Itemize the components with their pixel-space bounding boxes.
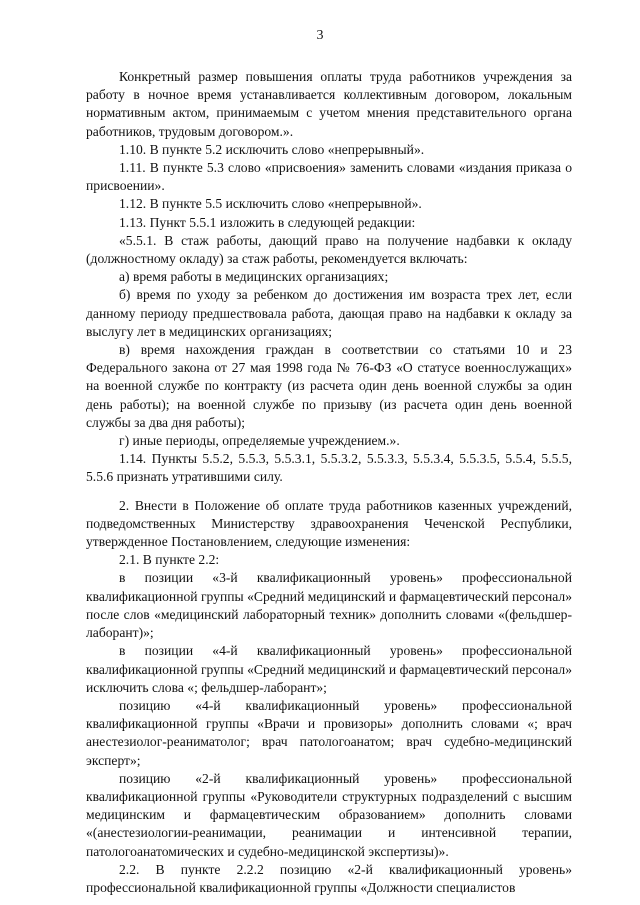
paragraph-5-5-1: «5.5.1. В стаж работы, дающий право на получение надбавки к окладу (должностному окладу) за стаж работы, рекомендуется включать: [86,232,572,267]
paragraph-1-13: 1.13. Пункт 5.5.1 изложить в следующей редакции: [119,214,416,230]
paragraph-2-2: 2.2. В пункте 2.2.2 позицию «2-й квалификационный уровень» профессиональной квалификационной группы «Должности специалистов [86,861,572,895]
paragraph-2-1: 2.1. В пункте 2.2: [119,552,220,568]
paragraph-level-4-nurses: в позиции «4-й квалификационный уровень» профессиональной квалификационной группы «Средний медицинский и фармацевтический персонал» исключить слова «; фельдшер-лаборант»; [86,643,572,695]
paragraph-1-11: 1.11. В пункте 5.3 слово «присвоения» заменить словами «издания приказа о присвоении». [86,160,572,194]
page-number: 3 [316,28,324,43]
paragraph-night-work-pay: Конкретный размер повышения оплаты труда работников учреждения за работу в ночное время устанавливается коллективным договором, локальным нормативным актом, принимаемым с учетом мнения представительного органа работников, трудовым договором.». [86,69,572,139]
paragraph-item-b: б) время по уходу за ребенком до достижения им возраста трех лет, если данному периоду предшествовала работа, дающая право на надбавки к окладу за выслугу лет в медицинских организациях; [86,287,572,339]
paragraph-level-3-nurses: в позиции «3-й квалификационный уровень» профессиональной квалификационной группы «Средний медицинский и фармацевтический персонал» после слов «медицинский лабораторный техник» дополнить словами «(фельдшер-лаборант)»; [86,570,572,641]
paragraph-level-4-doctors: позицию «4-й квалификационный уровень» профессиональной квалификационной группы «Врачи и провизоры» дополнить словами «; врач анестезиолог-реаниматолог; врач патологоанатом; врач судебно-медицинский эксперт»; [86,697,572,768]
paragraph-1-10: 1.10. В пункте 5.2 исключить слово «непрерывный». [119,141,425,157]
paragraph-2: 2. Внести в Положение об оплате труда работников казенных учреждений, подведомственных Министерству здравоохранения Чеченской Республики, утвержденное Постановлением, следующие изменения: [86,497,572,550]
paragraph-1-12: 1.12. В пункте 5.5 исключить слово «непрерывной». [119,196,422,212]
paragraph-item-v: в) время нахождения граждан в соответствии со статьями 10 и 23 Федерального закона от 27 мая 1998 года № 76-ФЗ «О статусе военнослужащих» на военной службе по контракту (из расчета один день военной службы за один день работы); на военной службе по призыву (из расчета один день военной службы за два дня работы); [86,342,572,430]
paragraph-item-a: а) время работы в медицинских организациях; [119,269,389,285]
paragraph-level-2-heads: позицию «2-й квалификационный уровень» профессиональной квалификационной группы «Руководители структурных подразделений с высшим медицинским и фармацевтическим образованием» дополнить словами «(анестезиологии-реанимации, реанимации и интенсивной терапии, патологоанатомических и судебно-медицинской экспертизы)». [86,770,572,859]
paragraph-1-14: 1.14. Пункты 5.5.2, 5.5.3, 5.5.3.1, 5.5.3.2, 5.5.3.3, 5.5.3.4, 5.5.3.5, 5.5.4, 5.5.5, 5.5.6 признать утратившими силу. [86,451,572,485]
document-body [86,68,572,897]
paragraph-item-g: г) иные периоды, определяемые учреждением.». [119,433,400,449]
